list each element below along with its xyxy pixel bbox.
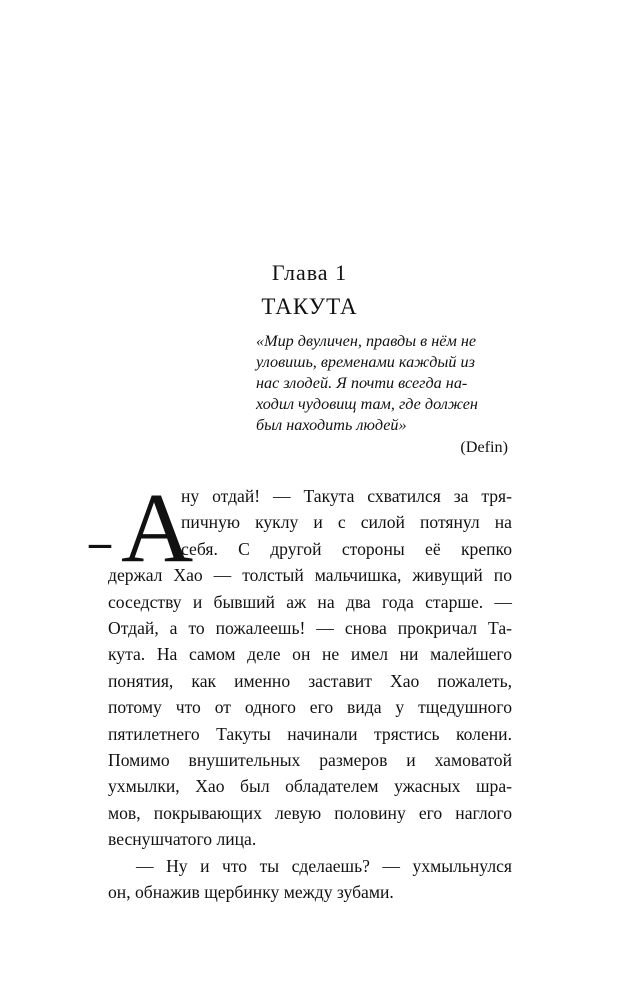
body-line: Помимо внушительных размеров и хамоватой (108, 750, 512, 771)
body-line: мов, покрывающих левую половину его наглого (108, 802, 512, 823)
opening-dash: – (89, 518, 111, 567)
body-line: себя. С другой стороны её крепко (181, 538, 512, 559)
epigraph-author: (Defin) (460, 438, 508, 456)
drop-cap-letter: А (121, 472, 194, 583)
body-text (108, 483, 512, 906)
epigraph-line: ходил чудовищ там, где должен (256, 395, 478, 413)
body-line: понятия, как именно заставит Хао пожалеть, (108, 670, 512, 691)
body-line: кута. На самом деле он не имел ни малейшего (108, 644, 512, 665)
epigraph-line: нас злодей. Я почти всегда на- (256, 374, 468, 392)
body-line: потому что от одного его вида у тщедушного (108, 697, 512, 718)
body-line: пичную куклу и с силой потянул на (181, 512, 512, 533)
body-line: ухмылки, Хао был обладателем ужасных шра- (108, 776, 512, 797)
epigraph-line: уловишь, временами каждый из (256, 353, 475, 371)
body-line: соседству и бывший аж на два года старше. — (108, 591, 512, 612)
body-line: Отдай, а то пожалеешь! — снова прокричал Та- (108, 618, 512, 639)
body-line: ну отдай! — Такута схватился за тря- (181, 486, 512, 506)
body-line: веснушчатого лица. (108, 829, 257, 850)
body-line: — Ну и что ты сделаешь? — ухмыльнулся (136, 855, 512, 876)
body-line: пятилетнего Такуты начинали трястись колени. (108, 723, 512, 744)
epigraph (256, 331, 508, 458)
epigraph-line: был находить людей» (256, 416, 407, 434)
body-line: держал Хао — толстый мальчишка, живущий по (108, 565, 512, 586)
chapter-label: Глава 1 (271, 260, 348, 285)
body-line: он, обнажив щербинку между зубами. (108, 882, 394, 903)
epigraph-line: «Мир двуличен, правды в нём не (256, 332, 477, 350)
chapter-title: ТАКУТА (261, 294, 358, 319)
